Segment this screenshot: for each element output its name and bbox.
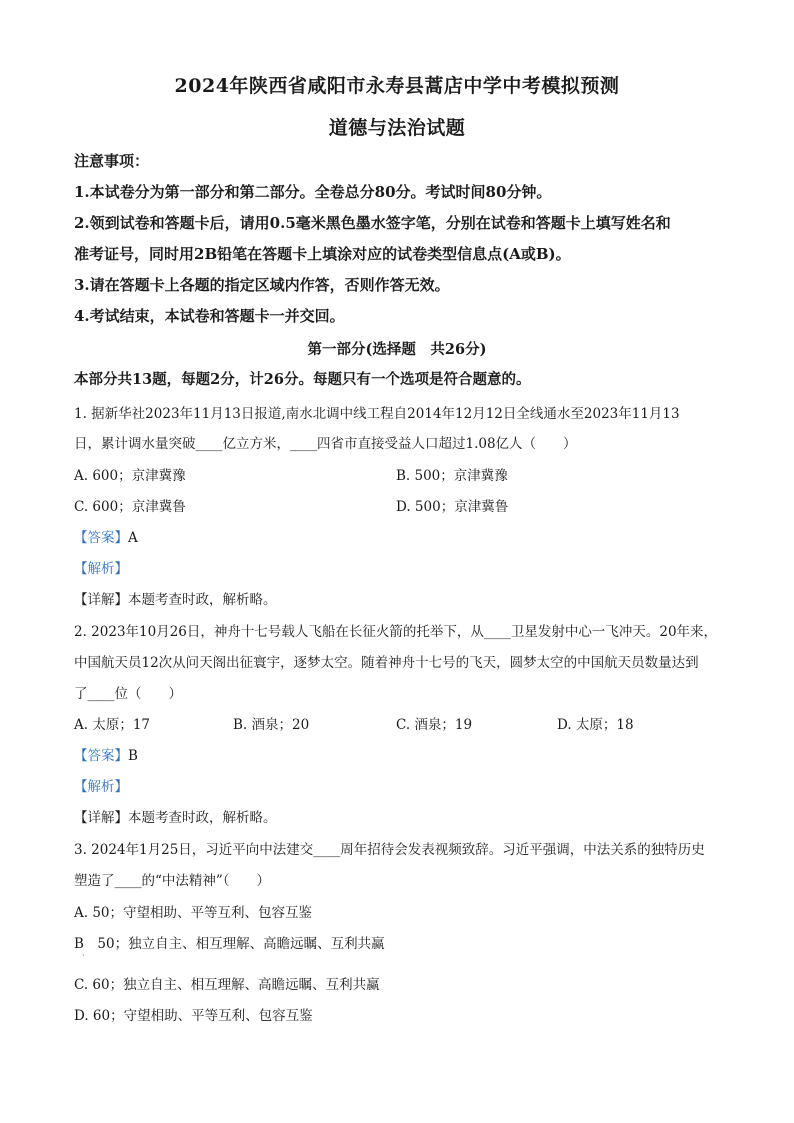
question-1-analysis <box>74 557 128 577</box>
question-2-detail <box>74 806 277 826</box>
question-2-option-b: B. 酒泉；20 <box>233 717 310 733</box>
detail-tag: 【详解】 <box>74 810 128 826</box>
question-1-option-b: B. 500；京津冀豫 <box>396 468 508 484</box>
question-2-line: 中国航天员12次从问天阁出征寰宇，逐梦太空。随着神舟十七号的飞天，圆梦太空的中国航天员数量达到 <box>74 655 699 671</box>
answer-value: A <box>128 530 138 546</box>
question-2-analysis <box>74 775 128 795</box>
notice-item: 2.领到试卷和答题卡后，请用0.5毫米黑色墨水签字笔，分别在试卷和答题卡上填写姓名和 <box>74 214 671 232</box>
detail-text: 本题考查时政，解析略。 <box>128 592 277 608</box>
part-title: 第一部分(选择题 共26分) <box>307 341 487 358</box>
question-2-answer <box>74 744 138 764</box>
notice-item: 3.请在答题卡上各题的指定区域内作答，否则作答无效。 <box>74 276 450 294</box>
question-1-option-c: C. 600；京津冀鲁 <box>74 499 186 515</box>
question-1-detail <box>74 588 277 608</box>
exam-title: 2024年陕西省咸阳市永寿县蒿店中学中考模拟预测 <box>174 75 620 97</box>
notice-item: 1.本试卷分为第一部分和第二部分。全卷总分80分。考试时间80分钟。 <box>74 183 552 201</box>
stray-mark: · <box>82 951 85 960</box>
question-3-option-a: A. 50；守望相助、平等互利、包容互鉴 <box>74 905 313 921</box>
question-2-line: 了____位（ ） <box>74 686 182 702</box>
question-2-option-a: A. 太原；17 <box>74 717 151 733</box>
question-1-answer <box>74 526 138 546</box>
question-1-option-a: A. 600；京津冀豫 <box>74 468 186 484</box>
exam-subtitle: 道德与法治试题 <box>328 117 466 139</box>
analysis-tag: 【解析】 <box>74 561 128 577</box>
notice-item: 4.考试结束，本试卷和答题卡一并交回。 <box>74 307 345 325</box>
question-3-option-b: B 50；独立自主、相互理解、高瞻远瞩、互利共赢 <box>74 936 385 952</box>
question-3-option-d: D. 60；守望相助、平等互利、包容互鉴 <box>74 1008 313 1024</box>
part-description: 本部分共13题，每题2分，计26分。每题只有一个选项是符合题意的。 <box>74 371 531 388</box>
answer-value: B <box>128 748 138 764</box>
question-3-option-c: C. 60；独立自主、相互理解、高瞻远瞩、互利共赢 <box>74 977 380 993</box>
question-3-line: 塑造了____的“中法精神”（ ） <box>74 873 271 889</box>
detail-text: 本题考查时政，解析略。 <box>128 810 277 826</box>
question-2-option-d: D. 太原；18 <box>557 717 634 733</box>
question-1-option-d: D. 500；京津冀鲁 <box>396 499 509 515</box>
question-2-option-c: C. 酒泉；19 <box>396 717 473 733</box>
answer-tag: 【答案】 <box>74 530 128 546</box>
question-3-line: 3. 2024年1月25日，习近平向中法建交____周年招待会发表视频致辞。习近平强调，中法关系的独特历史 <box>74 842 705 858</box>
question-1-line: 1. 据新华社2023年11月13日报道,南水北调中线工程自2014年12月12日全线通水至2023年11月13 <box>74 406 680 422</box>
detail-tag: 【详解】 <box>74 592 128 608</box>
notice-heading: 注意事项： <box>74 152 150 170</box>
notice-item: 准考证号，同时用2B铅笔在答题卡上填涂对应的试卷类型信息点(A或B)。 <box>74 245 571 263</box>
question-2-line: 2. 2023年10月26日，神舟十七号载人飞船在长征火箭的托举下，从____卫星发射中心一飞冲天。20年来， <box>74 624 718 640</box>
analysis-tag: 【解析】 <box>74 779 128 795</box>
answer-tag: 【答案】 <box>74 748 128 764</box>
question-1-line: 日，累计调水量突破____亿立方米，____四省市直接受益人口超过1.08亿人（ ） <box>74 436 577 452</box>
